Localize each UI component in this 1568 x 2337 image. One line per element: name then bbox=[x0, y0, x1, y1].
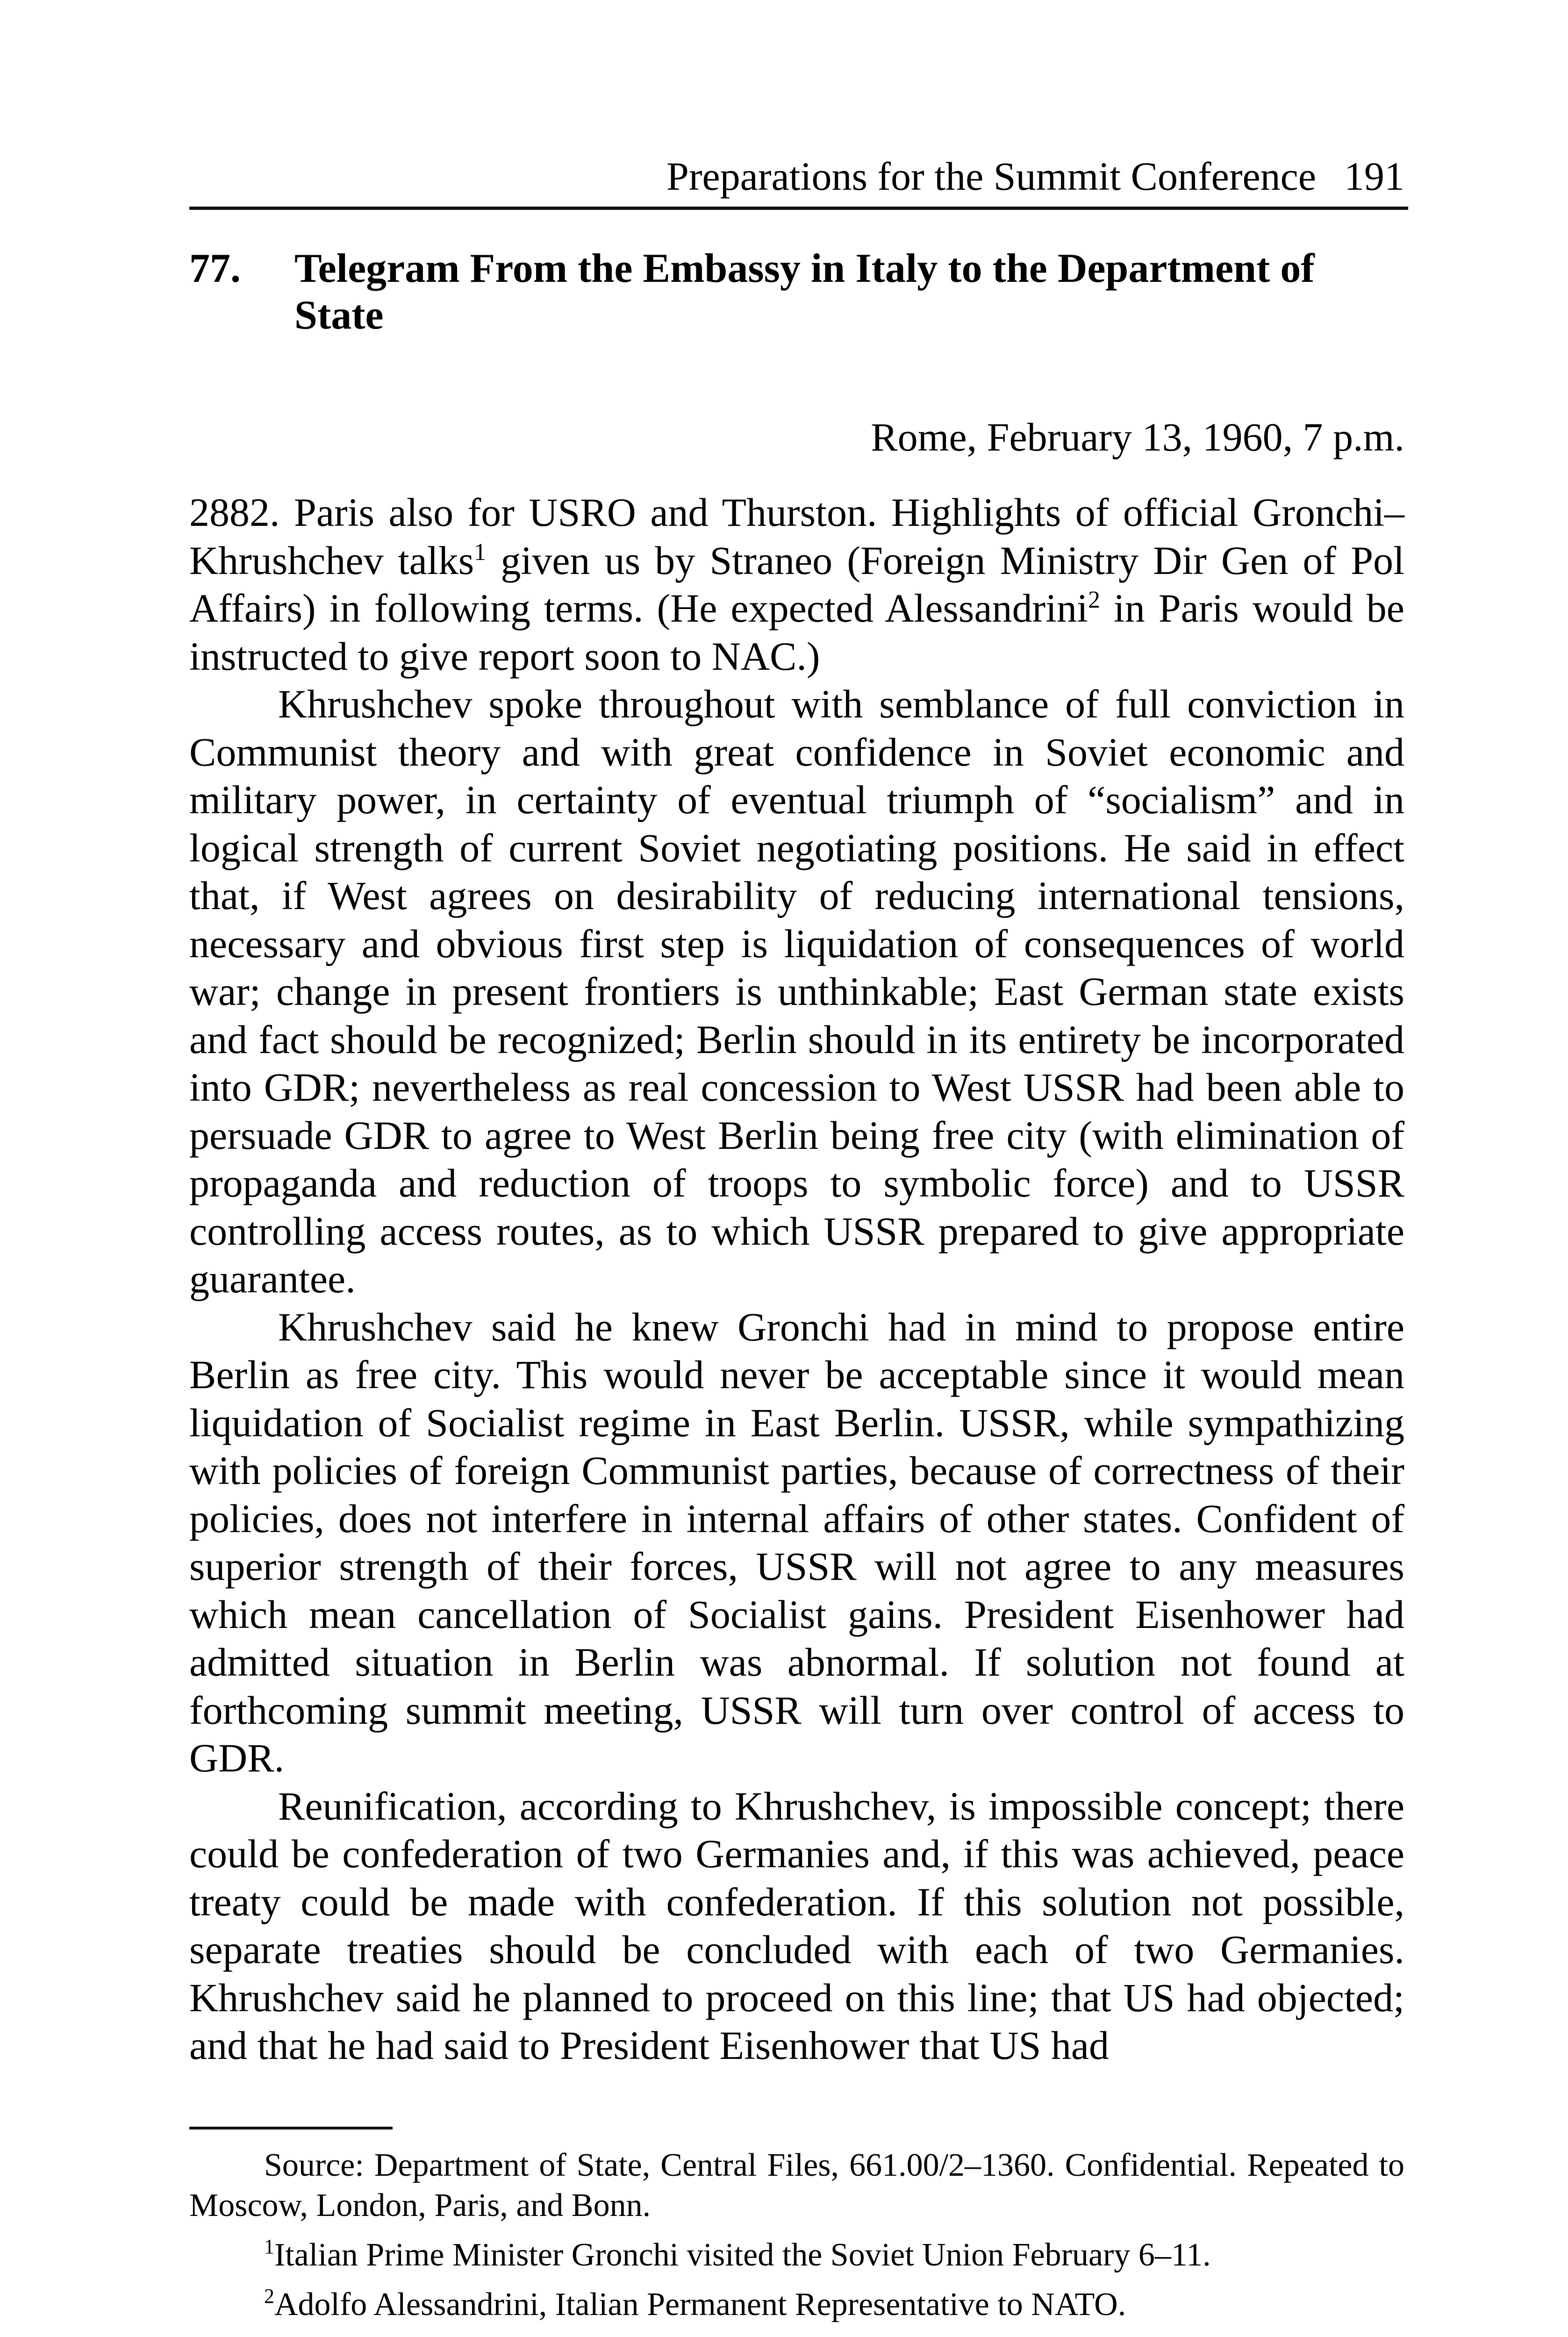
page-number: 191 bbox=[1344, 154, 1404, 199]
header-rule bbox=[189, 207, 1408, 210]
paragraph-1 bbox=[189, 488, 1404, 680]
footnote-1-text: Italian Prime Minister Gronchi visited the Soviet Union February 6–11. bbox=[274, 2237, 1211, 2273]
document-number: 77. bbox=[189, 246, 241, 291]
document-title: Telegram From the Embassy in Italy to the Department of State bbox=[294, 246, 1315, 338]
footnote-ref-2: 2 bbox=[1088, 587, 1100, 613]
paragraph-2: Khrushchev spoke throughout with semblance of full conviction in Communist theory and with great confidence in Soviet economic and military power, in certainty of eventual triumph of “socialism” and in logical strength of current Soviet negotiating positions. He said in effect that, if West agrees on desirability of reducing international tensions, necessary and obvious first step is liquidation of consequences of world war; change in present frontiers is unthinkable; East German state exists and fact should be recognized; Berlin should in its entirety be incorporated into GDR; nevertheless as real concession to West USSR had been able to persuade GDR to agree to West Berlin being free city (with elimination of propaganda and reduction of troops to symbolic force) and to USSR controlling access routes, as to which USSR prepared to give appropriate guarantee. bbox=[189, 681, 1404, 1301]
running-head bbox=[189, 154, 1404, 199]
footnote-2-text: Adolfo Alessandrini, Italian Permanent Representative to NATO. bbox=[274, 2287, 1126, 2323]
running-title: Preparations for the Summit Conference bbox=[666, 154, 1316, 199]
body-text bbox=[189, 488, 1404, 2070]
footnote-1-marker: 1 bbox=[264, 2235, 274, 2258]
footnotes bbox=[189, 2145, 1404, 2334]
footnote-2-marker: 2 bbox=[264, 2285, 274, 2308]
paragraph-1-part-a: 2882. Paris also for USRO and Thurston. Highlights of official Gronchi–Khrushchev talks bbox=[189, 490, 1404, 583]
document-heading bbox=[189, 245, 1404, 339]
dateline: Rome, February 13, 1960, 7 p.m. bbox=[871, 415, 1404, 459]
paragraph-1-part-b: given us by Straneo (Foreign Ministry Dir Gen of Pol Affairs) in following terms. (He expected Alessandrini bbox=[189, 538, 1404, 631]
paragraph-4: Reunification, according to Khrushchev, is impossible concept; there could be confederation of two Germanies and, if this was achieved, peace treaty could be made with confederation. If this solution not possible, separate treaties should be concluded with each of two Germanies. Khrushchev said he planned to proceed on this line; that US had objected; and that he had said to President Eisenhower that US had bbox=[189, 1783, 1404, 2068]
footnote-2 bbox=[189, 2285, 1404, 2325]
paragraph-3: Khrushchev said he knew Gronchi had in mind to propose entire Berlin as free city. This would never be acceptable since it would mean liquidation of Socialist regime in East Berlin. USSR, while sympathizing with policies of foreign Communist parties, because of correctness of their policies, does not interfere in internal affairs of other states. Confident of superior strength of their forces, USSR will not agree to any measures which mean cancellation of Socialist gains. President Eisenhower had admitted situation in Berlin was abnormal. If solution not found at forthcoming summit meeting, USSR will turn over control of access to GDR. bbox=[189, 1304, 1404, 1780]
paragraph-1-part-c: in Paris would be instructed to give report soon to NAC.) bbox=[189, 586, 1404, 679]
source-note: Source: Department of State, Central Files, 661.00/2–1360. Confidential. Repeated to Moscow, London, Paris, and Bonn. bbox=[189, 2147, 1404, 2223]
footnote-rule bbox=[189, 2127, 393, 2129]
footnote-ref-1: 1 bbox=[474, 538, 487, 566]
footnote-1 bbox=[189, 2235, 1404, 2275]
